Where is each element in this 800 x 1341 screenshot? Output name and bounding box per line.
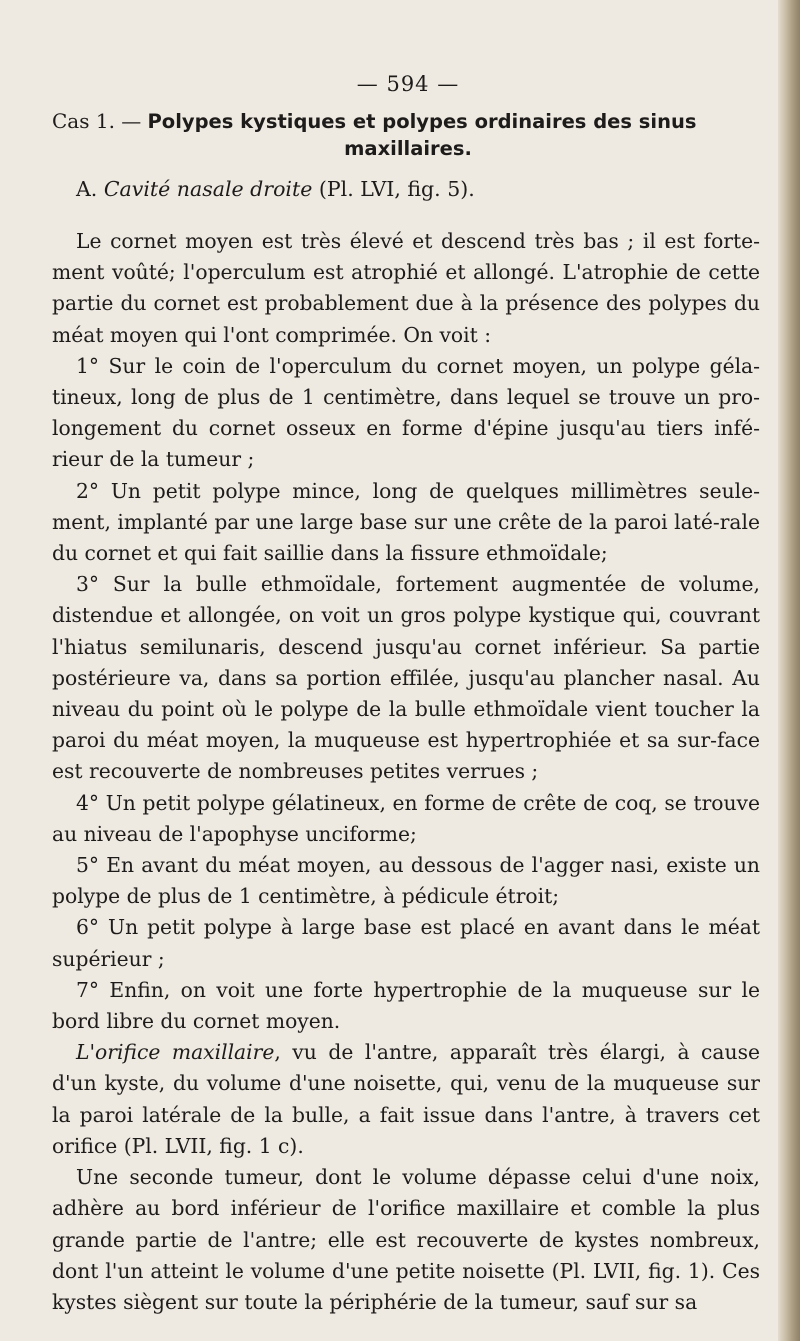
- paragraph-item-1: 1° Sur le coin de l'operculum du cornet moyen, un polype géla-tineux, long de plus de 1 centimètre, dans lequel se trouve un pro-longement du cornet osseux en forme d'épine jusqu'au tiers infé-rieur de la tumeur ;: [52, 353, 760, 472]
- paragraph-item-2: 2° Un petit polype mince, long de quelques millimètres seule-ment, implanté par une large base sur une crête de la paroi laté-rale du cornet et qui fait saillie dans la fissure ethmoïdale;: [52, 478, 760, 566]
- case-title-line1: Polypes kystiques et polypes ordinaires des sinus: [147, 110, 697, 133]
- section-subheading: [76, 175, 766, 203]
- subheading-suffix: (Pl. LVI, fig. 5).: [318, 177, 475, 201]
- case-label: Cas 1. —: [52, 109, 142, 133]
- body-text: [52, 226, 760, 1318]
- paragraph-item-4: 4° Un petit polype gélatineux, en forme de crête de coq, se trouve au niveau de l'apophyse unciforme;: [52, 790, 760, 846]
- paragraph-item-3: 3° Sur la bulle ethmoïdale, fortement augmentée de volume, distendue et allongée, on voit un gros polype kystique qui, couvrant l'hiatus semilunaris, descend jusqu'au cornet inférieur. Sa partie postérieure va, dans sa portion effilée, jusqu'au plancher nasal. Au niveau du point où le polype de la bulle ethmoïdale vient toucher la paroi du méat moyen, la muqueuse est hypertrophiée et sa sur-face est recouverte de nombreuses petites verrues ;: [52, 572, 760, 784]
- paragraph-item-6: 6° Un petit polype à large base est placé en avant dans le méat supérieur ;: [52, 915, 760, 971]
- paragraph-orifice: [52, 1037, 760, 1162]
- orifice-text: , vu de l'antre, apparaît très élargi, à cause d'un kyste, du volume d'une noisette, qui, venu de la muqueuse sur la paroi latérale de la bulle, a fait issue dans l'antre, à travers cet orifice (Pl. LVII, fig. 1 c).: [52, 1040, 760, 1158]
- paragraph-final: Une seconde tumeur, dont le volume dépasse celui d'une noix, adhère au bord inférieur de l'orifice maxillaire et comble la plus grande partie de l'antre; elle est recouverte de kystes nombreux, dont l'un atteint le volume d'une petite noisette (Pl. LVII, fig. 1). Ces kystes siègent sur toute la périphérie de la tumeur, sauf sur sa: [52, 1165, 760, 1314]
- subheading-italic: Cavité nasale droite: [103, 177, 313, 201]
- page-number: — 594 —: [356, 72, 460, 96]
- page-edge-shadow: [778, 0, 800, 1341]
- paragraph-intro: Le cornet moyen est très élevé et descend très bas ; il est forte-ment voûté; l'operculum est atrophié et allongé. L'atrophie de cette partie du cornet est probablement due à la présence des polypes du méat moyen qui l'ont comprimée. On voit :: [52, 229, 760, 347]
- orifice-term: L'orifice maxillaire: [76, 1040, 275, 1065]
- paragraph-item-5: 5° En avant du méat moyen, au dessous de l'agger nasi, existe un polype de plus de 1 centimètre, à pédicule étroit;: [52, 853, 760, 909]
- subheading-prefix: A.: [76, 177, 98, 201]
- case-heading: [52, 108, 764, 162]
- paragraph-item-7: 7° Enfin, on voit une forte hypertrophie de la muqueuse sur le bord libre du cornet moyen.: [52, 977, 760, 1034]
- case-title-line2: maxillaires.: [344, 137, 472, 160]
